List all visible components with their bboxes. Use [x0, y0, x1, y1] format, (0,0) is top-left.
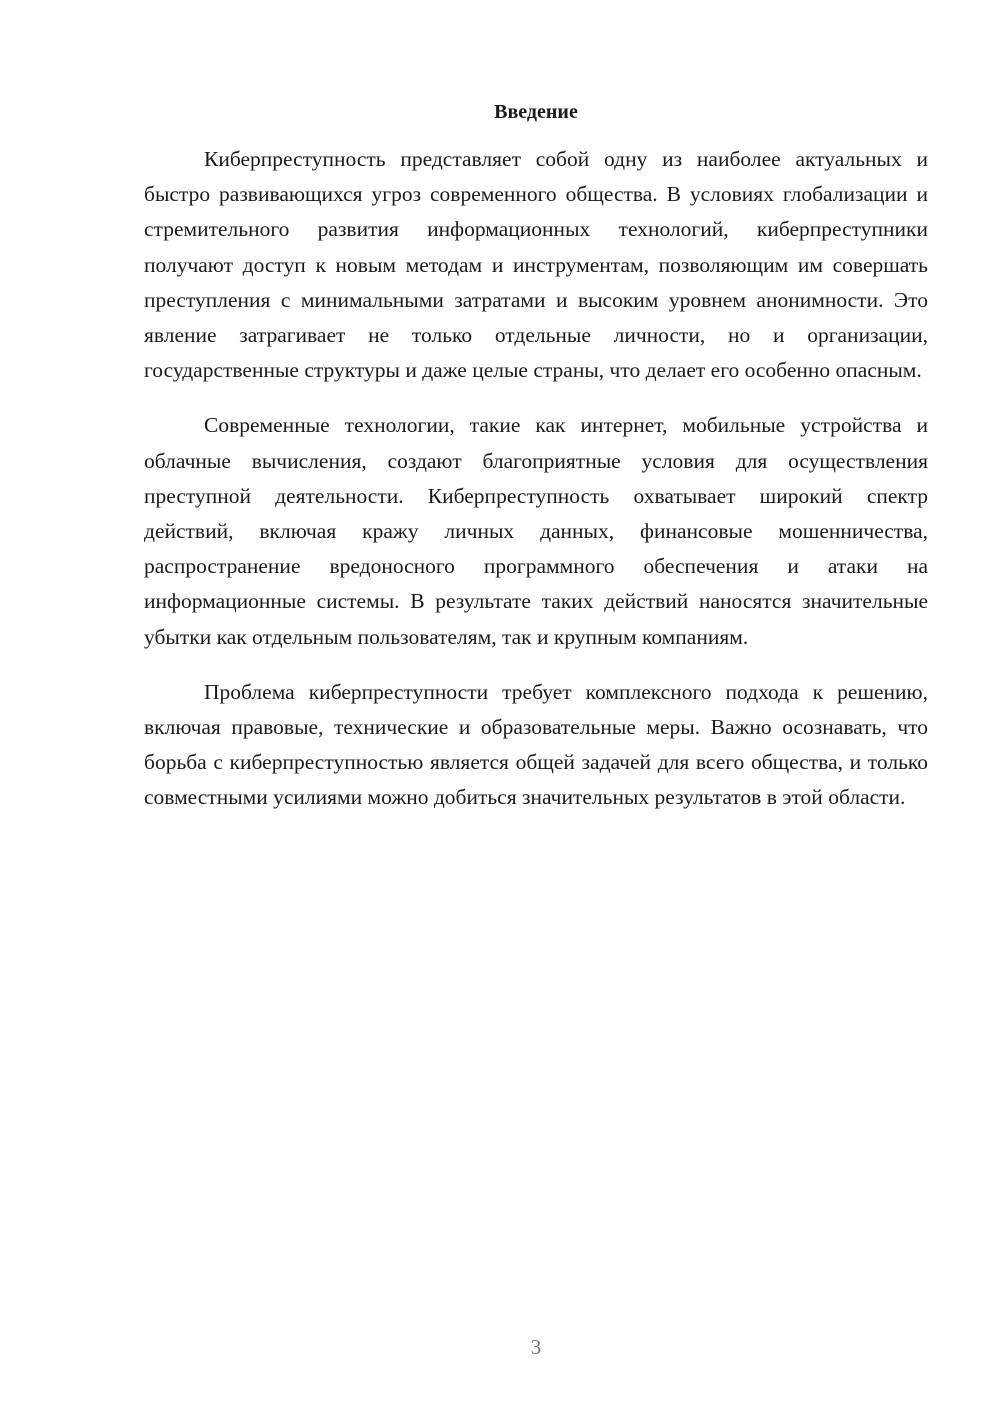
- paragraph-2: Современные технологии, такие как интернет, мобильные устройства и облачные вычисления, создают благоприятные условия для осуществления преступной деятельности. Киберпреступность охватывает широкий спектр действий, включая кражу личных данных, финансовые мошенничества, распространение вредоносного программного обеспечения и атаки на информационные системы. В результате таких действий наносятся значительные убытки как отдельным пользователям, так и крупным компаниям.: [144, 413, 928, 649]
- paragraph-3: Проблема киберпреступности требует комплексного подхода к решению, включая правовые, технические и образовательные меры. Важно осознавать, что борьба с киберпреступностью является общей задачей для всего общества, и только совместными усилиями можно добиться значительных результатов в этой области.: [144, 679, 928, 810]
- section-title: Введение: [494, 101, 578, 123]
- body-text: [144, 142, 928, 836]
- page-number: 3: [530, 1335, 542, 1359]
- paragraph-1: Киберпреступность представляет собой одну из наиболее актуальных и быстро развивающихся угроз современного общества. В условиях глобализации и стремительного развития информационных технологий, киберпреступники получают доступ к новым методам и инструментам, позволяющим им совершать преступления с минимальными затратами и высоким уровнем анонимности. Это явление затрагивает не только отдельные личности, но и организации, государственные структуры и даже целые страны, что делает его особенно опасным.: [144, 147, 928, 383]
